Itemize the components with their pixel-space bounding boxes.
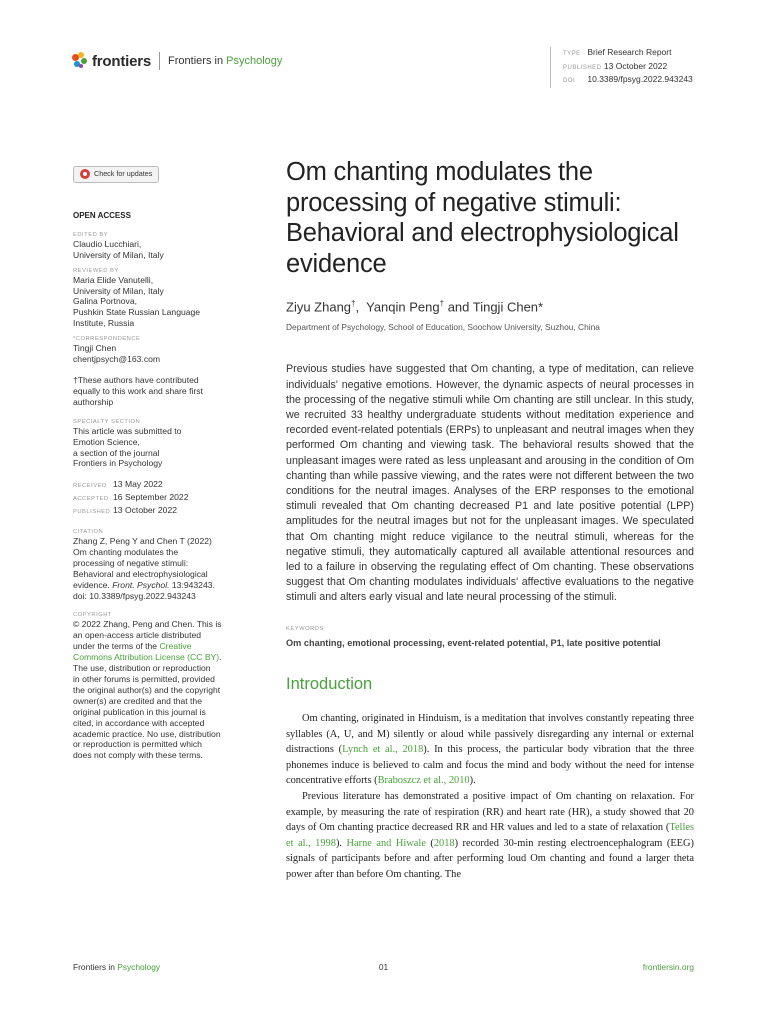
reference-link[interactable]: 2018	[433, 837, 455, 849]
dates-section	[73, 479, 238, 518]
author-link[interactable]: Yanqin Peng	[366, 299, 440, 315]
article-title: Om chanting modulates the processing of negative stimuli: Behavioral and electrophysiological evidence	[286, 158, 679, 278]
introduction-heading: Introduction	[286, 675, 373, 694]
edited-by-section	[73, 231, 238, 261]
text-run: Om chanting, originated in Hinduism, is a meditation that involves constantly repeating three syllables (A, U, and M) silently or aloud while passively disregarding any internal or external distractions (	[286, 713, 694, 756]
reference-link[interactable]: Braboszcz et al., 2010	[377, 775, 470, 787]
type-label: TYPE	[563, 51, 581, 57]
doi-label: DOI	[563, 78, 576, 84]
accepted-label: ACCEPTED	[73, 496, 109, 503]
published-label: PUBLISHED	[73, 509, 111, 516]
text-run: Previous literature has demonstrated a positive impact of Om chanting on relaxation. For example, by measuring the rate of respiration (RR) and heart rate (HR), a study showed that 20 days of Om chanting practice decreased RR and HR values and led to a state of relaxation (	[286, 791, 694, 834]
article-meta	[550, 47, 693, 88]
type-value: Brief Research Report	[587, 47, 672, 57]
text-run: (	[425, 837, 434, 849]
journal-name	[168, 55, 282, 67]
specialty-text: This article was submitted to Emotion Science, a section of the journal Frontiers in Psychology	[73, 425, 182, 469]
text-run: ).	[469, 775, 476, 787]
paragraph	[286, 789, 694, 883]
journal-field: Psychology	[226, 55, 283, 67]
reviewed-by-text: Maria Elide Vanutelli, University of Milan, Italy Galina Portnova, Pushkin State Russian Language Institute, Russia	[73, 274, 201, 329]
citation-section	[73, 528, 238, 601]
specialty-section	[73, 418, 238, 470]
site-link[interactable]: frontiersin.org	[642, 962, 694, 972]
author-link[interactable]: Ziyu Zhang	[286, 299, 352, 315]
published-value: 13 October 2022	[603, 60, 668, 71]
citation-label: CITATION	[73, 529, 104, 536]
citation-body: Zhang Z, Peng Y and Chen T (2022) Om chanting modulates the processing of negative stimuli: Behavioral and electrophysiological evidence.	[73, 536, 212, 590]
article-main	[286, 157, 694, 883]
logo-dot	[81, 58, 87, 64]
update-icon	[80, 169, 90, 179]
reviewed-by-section	[73, 267, 238, 330]
frontiers-logo-icon	[72, 52, 88, 70]
article-body	[286, 711, 694, 883]
author-list: Ziyu Zhang†, Yanqin Peng† and Tingji Chen*	[286, 299, 544, 315]
footer-journal-prefix: Frontiers in	[73, 962, 118, 972]
check-for-updates-button[interactable]	[73, 166, 159, 183]
keywords: Om chanting, emotional processing, event-related potential, P1, late positive potential	[286, 637, 661, 648]
edited-by-label: EDITED BY	[73, 231, 109, 238]
correspondence-label: *CORRESPONDENCE	[73, 336, 141, 343]
dagger-mark: †	[439, 299, 445, 308]
citation-text	[73, 536, 238, 601]
reference-link[interactable]: Telles et al., 1998	[286, 822, 694, 849]
article-sidebar	[73, 166, 238, 767]
copyright-b: . The use, distribution or reproduction in other forums is permitted, provided the original author(s) and the copyright owner(s) are credited and that the original publication in this journal is cited, in accordance with accepted academic practice. No use, distribution or reproduction is permitted which does not comply with these terms.	[73, 652, 222, 761]
edited-by-text: Claudio Lucchiari, University of Milan, Italy	[73, 238, 164, 260]
accepted-date: 16 September 2022	[113, 492, 189, 503]
check-updates-label: Check for updates	[94, 169, 153, 178]
equal-contribution-note: †These authors have contributed equally to this work and share first authorship	[73, 374, 203, 407]
reviewed-by-label: REVIEWED BY	[73, 267, 119, 274]
journal-prefix: Frontiers in	[168, 55, 227, 67]
published-date: 13 October 2022	[113, 505, 178, 516]
abstract: Previous studies have suggested that Om chanting, a type of meditation, can relieve individuals' negative emotions. However, the dynamic aspects of neural processes in the processing of the negative stimuli while Om chanting are still unclear. In this study, we recruited 33 healthy undergraduate students without meditation experience and recorded event-related potentials (ERPs) to unpleasant and neutral images when they performed Om chanting and viewing task. The behavioral results showed that the unpleasant images were rated as less unpleasant and arousing in the condition of Om chanting than while passive viewing, and the rates were not different between the two conditions for the neutral images. Analyses of the ERP responses to the emotional stimuli revealed that Om chanting decreased P1 and late positive potential (LPP) amplitudes for the neutral images but not for the unpleasant images. We speculated that Om chanting might reduce vigilance to the neutral stimuli, whereas for the negative stimuli, they automatically captured all available attentional resources and led to a failure in observing the regulating effect of Om chanting. These observations suggest that Om chanting modulates individuals' affective evaluations to the negative stimuli and alters early visual and late neural processing of the stimuli.	[286, 363, 694, 604]
published-label: PUBLISHED	[563, 64, 602, 71]
copyright-section	[73, 611, 238, 761]
received-label: RECEIVED	[73, 483, 107, 490]
open-access-label: OPEN ACCESS	[73, 210, 131, 220]
text-run: ).	[335, 837, 347, 849]
citation-journal: Front. Psychol.	[112, 579, 170, 590]
text-run: ). In this process, the particular body vibration that the three phonemes induce is believed to calm and focus the mind and body without the need for intense concentrative efforts (	[286, 744, 694, 787]
page-header	[72, 47, 702, 92]
affiliation: Department of Psychology, School of Education, Soochow University, Suzhou, China	[286, 322, 600, 333]
doi-link[interactable]: 10.3389/fpsyg.2022.943243	[587, 74, 693, 84]
footer-journal-field: Psychology	[117, 962, 161, 972]
copyright-label: COPYRIGHT	[73, 612, 112, 619]
frontiers-logo[interactable]	[72, 52, 282, 70]
license-link[interactable]: Creative Commons Attribution License (CC BY)	[73, 641, 220, 663]
page-footer	[73, 962, 694, 972]
citation-end: 13:943243. doi: 10.3389/fpsyg.2022.943243	[73, 579, 215, 601]
logo-divider	[159, 52, 160, 70]
copyright-a: © 2022 Zhang, Peng and Chen. This is an open-access article distributed under the terms of the	[73, 619, 222, 652]
author-link[interactable]: and Tingji Chen*	[447, 299, 544, 315]
keywords-label: KEYWORDS	[286, 625, 324, 632]
correspondence-section	[73, 335, 238, 365]
copyright-text	[73, 619, 238, 761]
paragraph	[286, 711, 694, 789]
correspondence-text[interactable]: Tingji Chen chentjpsych@163.com	[73, 343, 161, 365]
received-date: 13 May 2022	[113, 479, 163, 490]
reference-link[interactable]: Harne and Hiwale	[346, 837, 426, 849]
page-number: 01	[378, 962, 389, 972]
logo-text: frontiers	[92, 52, 152, 70]
text-run: ) recorded 30-min resting electroencephalogram (EEG) signals of participants before and after performing loud Om chanting and found a larger theta power after than before Om chanting. The	[286, 837, 694, 881]
dagger-mark: †	[351, 299, 356, 308]
logo-dot	[79, 64, 83, 68]
specialty-label: SPECIALTY SECTION	[73, 418, 141, 425]
reference-link[interactable]: Lynch et al., 2018	[342, 744, 424, 756]
